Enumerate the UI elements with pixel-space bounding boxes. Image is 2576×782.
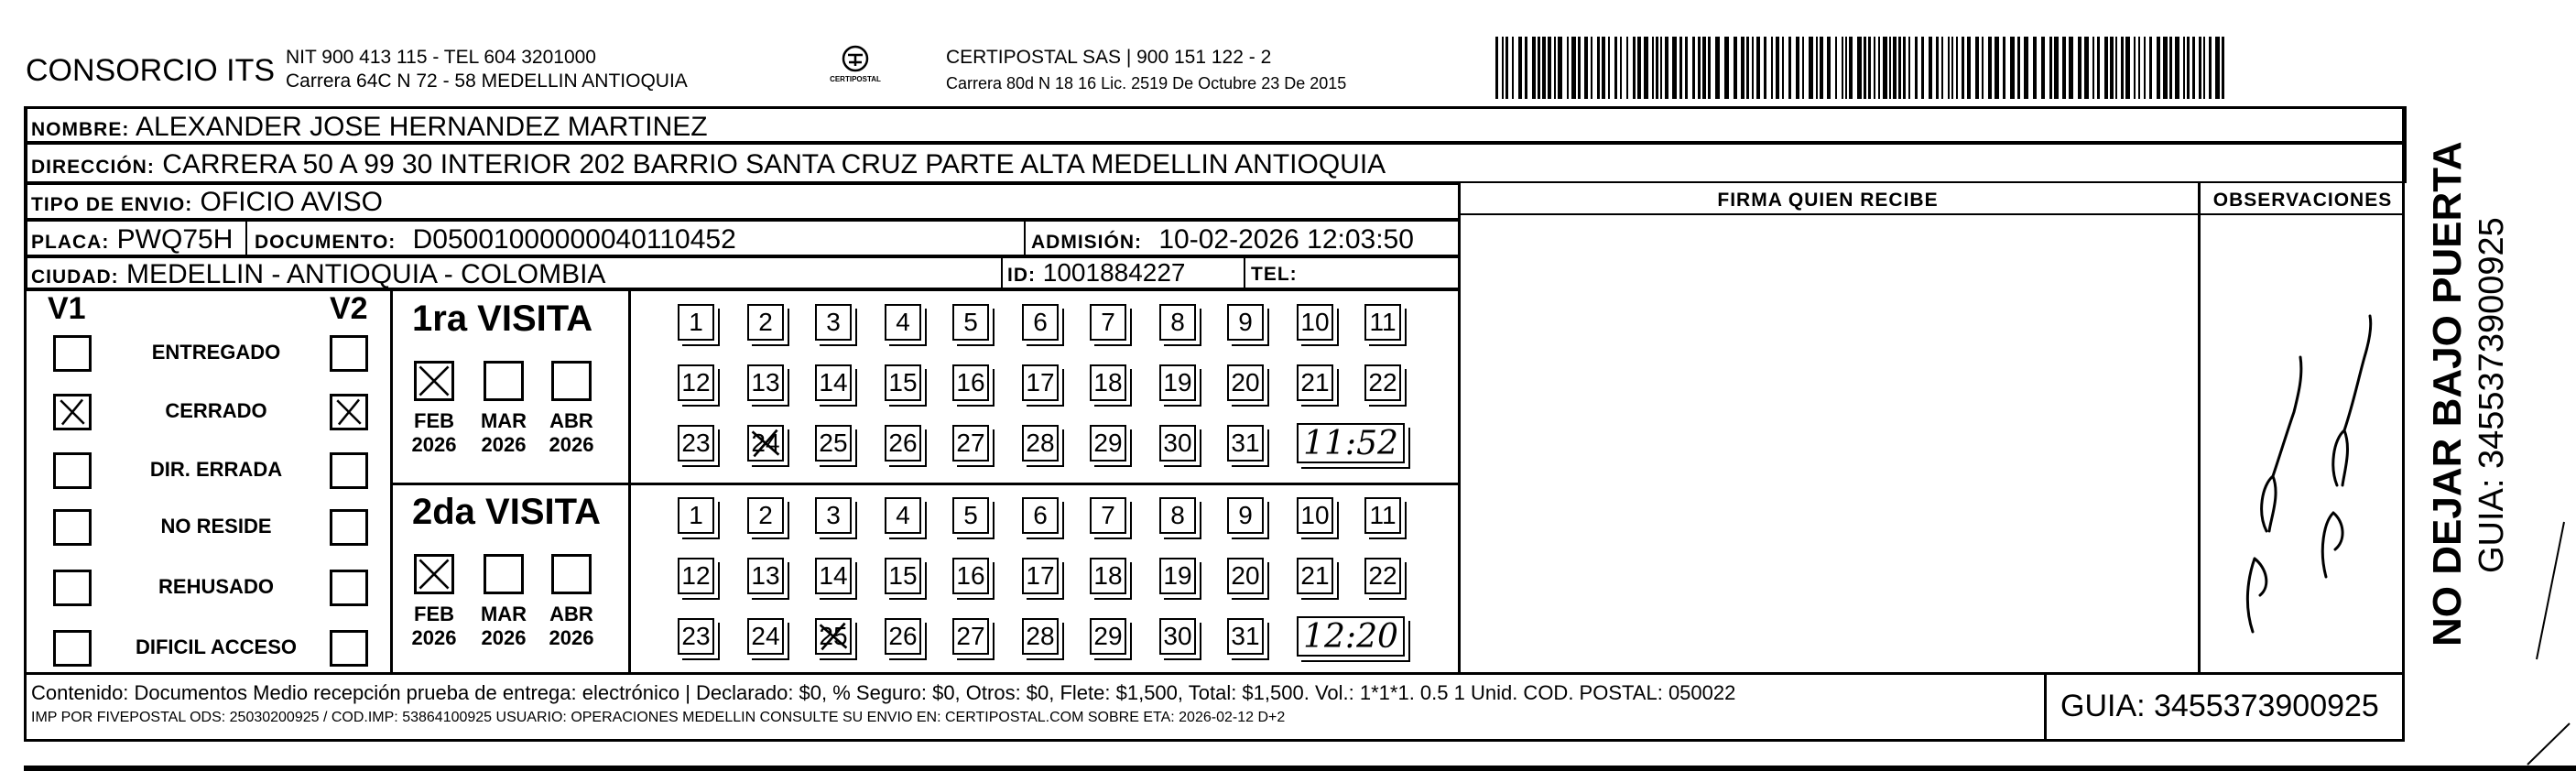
nombre-label: NOMBRE: [31, 119, 130, 140]
nombre-value: ALEXANDER JOSE HERNANDEZ MARTINEZ [136, 112, 708, 142]
visit-1-day-31[interactable]: 31 [1227, 425, 1264, 462]
visit-2-day-8[interactable]: 8 [1159, 497, 1196, 534]
visit-2-day-24[interactable]: 24 [747, 618, 784, 655]
visit-2-day-31[interactable]: 31 [1227, 618, 1264, 655]
visit-1-title: 1ra VISITA [412, 299, 593, 339]
ciudad-label: CIUDAD: [31, 266, 119, 288]
documento-label: DOCUMENTO: [255, 232, 397, 253]
visit-2-month-label: MAR [480, 603, 527, 625]
visit-1-day-24[interactable]: 24 [747, 425, 784, 462]
visit-1-day-18[interactable]: 18 [1090, 364, 1126, 401]
obs-divider [2198, 183, 2201, 673]
visit-2-day-30[interactable]: 30 [1159, 618, 1196, 655]
direccion-row [26, 143, 2407, 183]
firma-header: FIRMA QUIEN RECIBE [1717, 190, 1939, 211]
visit-1-day-4[interactable]: 4 [885, 304, 921, 341]
observaciones-handwriting [2216, 302, 2390, 650]
visit-1-day-5[interactable]: 5 [952, 304, 989, 341]
id-label: ID: [1007, 265, 1036, 286]
visit-1-day-17[interactable]: 17 [1022, 364, 1059, 401]
courier-address-line: Carrera 80d N 18 16 Lic. 2519 De Octubre 23 De 2015 [946, 74, 1347, 92]
visit-1-day-27[interactable]: 27 [952, 425, 989, 462]
tel-divider [1244, 256, 1245, 289]
grid-top-line [24, 289, 1458, 291]
columns-header-line [1458, 213, 2405, 215]
admision-divider [1024, 220, 1026, 256]
visit-2-day-3[interactable]: 3 [815, 497, 852, 534]
company-name: CONSORCIO ITS [26, 53, 276, 88]
nombre-row [26, 106, 2407, 143]
visit-2-day-1[interactable]: 1 [678, 497, 714, 534]
visit-2-day-4[interactable]: 4 [885, 497, 921, 534]
visit-2-day-2[interactable]: 2 [747, 497, 784, 534]
visit-1-day-20[interactable]: 20 [1227, 364, 1264, 401]
tipo-row [26, 183, 1460, 220]
v2-checkbox-1[interactable] [330, 335, 368, 372]
status-label-2: CERRADO [165, 399, 267, 422]
placa-divider [245, 220, 247, 256]
visit-2-day-21[interactable]: 21 [1297, 558, 1333, 594]
barcode [1495, 37, 2228, 99]
visit-2-month-label: FEB [414, 603, 454, 625]
visit-2-day-19[interactable]: 19 [1159, 558, 1196, 594]
v1-checkbox-6[interactable] [53, 630, 92, 667]
visit-1-day-19[interactable]: 19 [1159, 364, 1196, 401]
visit-1-year-label: 2026 [411, 433, 457, 456]
visit-1-day-16[interactable]: 16 [952, 364, 989, 401]
v2-checkbox-4[interactable] [330, 509, 368, 546]
visit-1-day-15[interactable]: 15 [885, 364, 921, 401]
visit-1-day-21[interactable]: 21 [1297, 364, 1333, 401]
visit-2-day-13[interactable]: 13 [747, 558, 784, 594]
visit-2-day-11[interactable]: 11 [1364, 497, 1401, 534]
tel-label: TEL: [1251, 264, 1298, 285]
direccion-value: CARRERA 50 A 99 30 INTERIOR 202 BARRIO SANTA CRUZ PARTE ALTA MEDELLIN ANTIOQUIA [162, 149, 1386, 179]
visit-1-day-14[interactable]: 14 [815, 364, 852, 401]
visit-2-year-label: 2026 [411, 626, 457, 649]
tipo-value: OFICIO AVISO [200, 187, 384, 217]
visit-1-month-label: FEB [414, 409, 454, 432]
v2-checkbox-5[interactable] [330, 570, 368, 606]
v2-checkbox-2[interactable] [330, 394, 368, 430]
visit-1-day-1[interactable]: 1 [678, 304, 714, 341]
visit-1-day-29[interactable]: 29 [1090, 425, 1126, 462]
visit-2-day-16[interactable]: 16 [952, 558, 989, 594]
visit-1-year-label: 2026 [549, 433, 594, 456]
side-guia: GUIA: 3455373900925 [2473, 217, 2511, 573]
status-label-5: REHUSADO [158, 575, 274, 598]
footer-contenido: Contenido: Documentos Medio recepción prueba de entrega: electrónico | Declarado: $0, % Seguro: $0, Otros: $0, Flete: $1,500, Total: $1,500. Vol.: 1*1*1. 0.5 1 Unid. COD. POSTAL: 050022 [31, 681, 1736, 704]
visit-1-day-3[interactable]: 3 [815, 304, 852, 341]
visit-1-day-8[interactable]: 8 [1159, 304, 1196, 341]
certipostal-logo: CERTIPOSTAL [829, 44, 882, 92]
observaciones-header: OBSERVACIONES [2212, 190, 2393, 211]
visit-1-month-label: MAR [480, 409, 527, 432]
visit-2-day-6[interactable]: 6 [1022, 497, 1059, 534]
admision-field [1031, 224, 1414, 255]
footer-imp: IMP POR FIVEPOSTAL ODS: 25030200925 / COD.IMP: 53864100925 USUARIO: OPERACIONES MEDELLIN CONSULTE SU ENVIO EN: CERTIPOSTAL.COM SOBRE ETA: 2026-02-12 D+2 [31, 710, 1286, 725]
id-field [1007, 258, 1186, 288]
visit-2-month-mar-checkbox[interactable] [484, 554, 524, 594]
courier-line: CERTIPOSTAL SAS | 900 151 122 - 2 [946, 47, 1272, 68]
v2-checkbox-3[interactable] [330, 452, 368, 489]
visits-divider [393, 483, 1458, 485]
months-days-divider [628, 291, 631, 672]
visit-1-day-30[interactable]: 30 [1159, 425, 1196, 462]
admision-value: 10-02-2026 12:03:50 [1158, 224, 1414, 255]
footer-top-line [24, 672, 2405, 675]
v1-checkbox-3[interactable] [53, 452, 92, 489]
visit-2-day-28[interactable]: 28 [1022, 618, 1059, 655]
visit-2-month-abr-checkbox[interactable] [551, 554, 592, 594]
footer-guia-divider [2044, 672, 2047, 742]
visit-1-day-12[interactable]: 12 [678, 364, 714, 401]
visit-2-title: 2da VISITA [412, 492, 601, 532]
visit-2-day-20[interactable]: 20 [1227, 558, 1264, 594]
visit-1-year-label: 2026 [481, 433, 527, 456]
visit-2-year-label: 2026 [549, 626, 594, 649]
company-address-line: Carrera 64C N 72 - 58 MEDELLIN ANTIOQUIA [286, 71, 688, 92]
tear-marks [2509, 513, 2573, 769]
visit-2-day-25[interactable]: 25 [815, 618, 852, 655]
visit-1-month-abr-checkbox[interactable] [551, 361, 592, 401]
bottom-edge [24, 766, 2576, 771]
status-label-3: DIR. ERRADA [149, 458, 283, 481]
visit-2-day-10[interactable]: 10 [1297, 497, 1333, 534]
v1-checkbox-4[interactable] [53, 509, 92, 546]
visit-2-day-15[interactable]: 15 [885, 558, 921, 594]
visit-1-month-label: ABR [549, 409, 593, 432]
visit-1-day-6[interactable]: 6 [1022, 304, 1059, 341]
visit-1-month-feb-checkbox[interactable] [414, 361, 454, 401]
v1-checkbox-1[interactable] [53, 335, 92, 372]
visit-1-time[interactable]: 11:52 [1297, 423, 1405, 463]
status-divider [390, 291, 393, 672]
side-warning: NO DEJAR BAJO PUERTA [2425, 141, 2470, 646]
status-label-1: ENTREGADO [151, 341, 281, 364]
visit-1-day-7[interactable]: 7 [1090, 304, 1126, 341]
visit-1-month-mar-checkbox[interactable] [484, 361, 524, 401]
visit-2-day-14[interactable]: 14 [815, 558, 852, 594]
visit-1-day-28[interactable]: 28 [1022, 425, 1059, 462]
visit-2-day-26[interactable]: 26 [885, 618, 921, 655]
visit-1-day-2[interactable]: 2 [747, 304, 784, 341]
visit-2-day-18[interactable]: 18 [1090, 558, 1126, 594]
visit-2-day-27[interactable]: 27 [952, 618, 989, 655]
visit-2-day-22[interactable]: 22 [1364, 558, 1401, 594]
status-label-6: DIFICIL ACCESO [135, 635, 297, 658]
id-divider [1001, 256, 1003, 289]
visit-2-time[interactable]: 12:20 [1297, 616, 1405, 657]
visit-2-day-29[interactable]: 29 [1090, 618, 1126, 655]
visit-1-day-9[interactable]: 9 [1227, 304, 1264, 341]
visit-2-month-feb-checkbox[interactable] [414, 554, 454, 594]
visit-2-day-7[interactable]: 7 [1090, 497, 1126, 534]
tipo-label: TIPO DE ENVIO: [31, 194, 193, 215]
documento-field [255, 224, 736, 255]
visit-2-year-label: 2026 [481, 626, 527, 649]
status-label-4: NO RESIDE [160, 515, 272, 538]
company-nit-line: NIT 900 413 115 - TEL 604 3201000 [286, 47, 596, 68]
v1-checkbox-5[interactable] [53, 570, 92, 606]
visit-2-day-5[interactable]: 5 [952, 497, 989, 534]
ciudad-value: MEDELLIN - ANTIOQUIA - COLOMBIA [126, 259, 606, 289]
id-value: 1001884227 [1042, 258, 1186, 287]
placa-value: PWQ75H [116, 224, 234, 255]
v2-header: V2 [330, 291, 368, 326]
placa-label: PLACA: [31, 232, 110, 253]
v1-header: V1 [48, 291, 86, 326]
visit-1-day-26[interactable]: 26 [885, 425, 921, 462]
visit-2-day-9[interactable]: 9 [1227, 497, 1264, 534]
visit-2-day-23[interactable]: 23 [678, 618, 714, 655]
visit-1-day-13[interactable]: 13 [747, 364, 784, 401]
visit-1-day-22[interactable]: 22 [1364, 364, 1401, 401]
documento-value: D05001000000040110452 [412, 224, 736, 255]
visit-2-month-label: ABR [549, 603, 593, 625]
visit-1-day-25[interactable]: 25 [815, 425, 852, 462]
visit-1-day-23[interactable]: 23 [678, 425, 714, 462]
footer-guia: GUIA: 3455373900925 [2060, 689, 2379, 723]
firma-divider [1458, 183, 1461, 673]
direccion-label: DIRECCIÓN: [31, 157, 155, 178]
visit-2-day-17[interactable]: 17 [1022, 558, 1059, 594]
visit-1-day-10[interactable]: 10 [1297, 304, 1333, 341]
visit-2-day-12[interactable]: 12 [678, 558, 714, 594]
admision-label: ADMISIÓN: [1031, 232, 1142, 253]
v2-checkbox-6[interactable] [330, 630, 368, 667]
visit-1-day-11[interactable]: 11 [1364, 304, 1401, 341]
v1-checkbox-2[interactable] [53, 394, 92, 430]
